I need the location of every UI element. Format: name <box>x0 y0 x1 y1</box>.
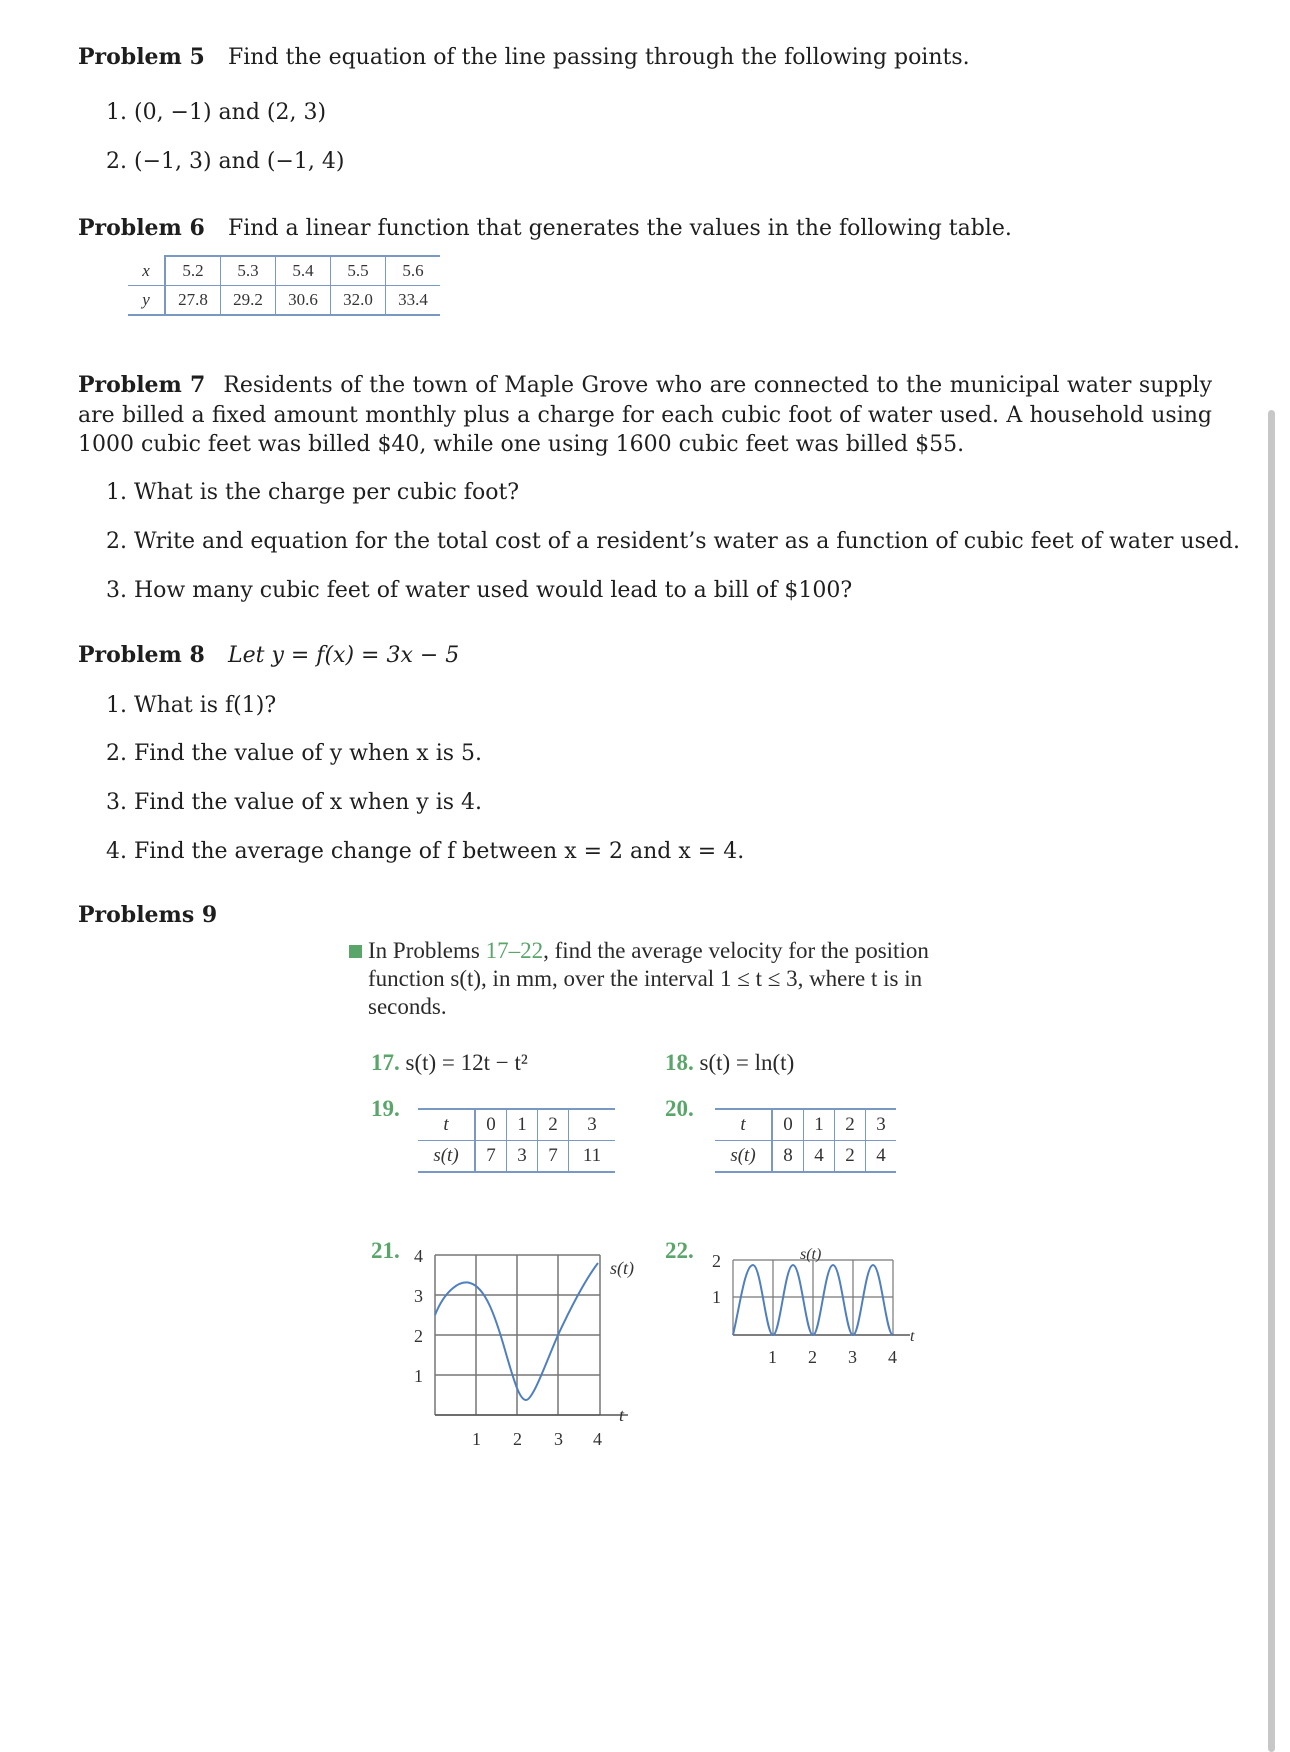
table-t-cell: 0 <box>772 1109 804 1141</box>
x-tick: 4 <box>888 1347 897 1367</box>
problem-5-title: Problem 5 <box>78 44 205 70</box>
problem-7-paragraph <box>78 371 1212 460</box>
bullet-square-icon <box>349 945 362 958</box>
problem-18 <box>665 1050 794 1076</box>
problem-7-item-1: 1. What is the charge per cubic foot? <box>106 480 520 505</box>
table-t-cell: 2 <box>835 1109 866 1141</box>
y-tick: 2 <box>712 1251 721 1271</box>
table-t-cell: 3 <box>569 1109 616 1141</box>
problem-19-table <box>418 1108 615 1173</box>
y-tick: 1 <box>712 1287 721 1307</box>
table-s-cell: 7 <box>475 1141 507 1173</box>
table-t-cell: 2 <box>538 1109 569 1141</box>
x-tick: 1 <box>472 1429 481 1449</box>
y-tick: 1 <box>414 1366 423 1386</box>
table-t-label: t <box>715 1109 772 1141</box>
problem-5-item-2: 2. (−1, 3) and (−1, 4) <box>106 149 345 174</box>
problem-18-number: 18. <box>665 1050 694 1075</box>
problem-8-text: Let y = f(x) = 3x − 5 <box>228 643 460 668</box>
table-t-label: t <box>418 1109 475 1141</box>
table-s-cell: 11 <box>569 1141 616 1173</box>
problem-22-graph <box>700 1235 930 1385</box>
problem-22-number: 22. <box>665 1238 694 1263</box>
problem-17-number: 17. <box>371 1050 400 1075</box>
table-y-cell: 27.8 <box>165 286 221 316</box>
curve-label: s(t) <box>610 1258 634 1278</box>
problem-8-title: Problem 8 <box>78 642 205 668</box>
intro-range: 17–22 <box>485 938 544 963</box>
intro-text-a: In Problems <box>368 938 486 963</box>
problem-7-text: Residents of the town of Maple Grove who are connected to the municipal water supply are billed a fixed amount monthly plus a charge for each cubic foot of water used. A household using 1000 cubic feet was billed $40, while one using 1600 cubic feet was billed $55. <box>78 373 1212 457</box>
table-y-cell: 30.6 <box>276 286 331 316</box>
problem-8-item-1: 1. What is f(1)? <box>106 693 277 718</box>
x-tick: 2 <box>808 1347 817 1367</box>
intro-text-b: , find the average velocity for the position function s(t), in mm, over the interval 1 ≤ t ≤ 3, where t is in seconds. <box>368 938 929 1019</box>
problem-19-number: 19. <box>371 1096 400 1121</box>
table-s-label: s(t) <box>418 1141 475 1173</box>
problem-21-number: 21. <box>371 1238 400 1263</box>
table-y-cell: 29.2 <box>221 286 276 316</box>
problem-21-graph <box>400 1235 650 1455</box>
problem-6-text: Find a linear function that generates the values in the following table. <box>228 216 1012 241</box>
problem-9-title: Problems 9 <box>78 902 218 928</box>
problem-6-table <box>128 255 440 316</box>
table-s-cell: 4 <box>804 1141 835 1173</box>
table-t-cell: 1 <box>804 1109 835 1141</box>
axis-label: t <box>619 1405 625 1425</box>
table-s-cell: 3 <box>507 1141 538 1173</box>
x-tick: 2 <box>513 1429 522 1449</box>
problem-8-item-2: 2. Find the value of y when x is 5. <box>106 741 483 766</box>
problem-17 <box>371 1050 528 1076</box>
table-s-cell: 8 <box>772 1141 804 1173</box>
problem-8-heading <box>78 642 459 669</box>
table-x-cell: 5.5 <box>331 256 386 286</box>
problem-6-title: Problem 6 <box>78 215 205 241</box>
vertical-scrollbar[interactable] <box>1268 410 1275 1752</box>
problem-20-number: 20. <box>665 1096 694 1121</box>
axis-label: t <box>910 1328 915 1345</box>
curve-label: s(t) <box>800 1246 822 1263</box>
table-s-cell: 4 <box>866 1141 897 1173</box>
table-x-cell: 5.2 <box>165 256 221 286</box>
y-tick: 4 <box>414 1246 423 1266</box>
problem-17-expression: s(t) = 12t − t² <box>405 1050 528 1075</box>
problem-7-item-2: 2. Write and equation for the total cost of a resident’s water as a function of cubic feet of water used. <box>106 529 1240 554</box>
table-y-label: y <box>128 286 165 316</box>
table-x-cell: 5.3 <box>221 256 276 286</box>
problem-20-table <box>715 1108 896 1173</box>
x-tick: 3 <box>554 1429 563 1449</box>
y-tick: 3 <box>414 1286 423 1306</box>
problem-18-expression: s(t) = ln(t) <box>699 1050 795 1075</box>
problem-9-intro <box>368 937 948 1021</box>
x-tick: 1 <box>768 1347 777 1367</box>
y-tick: 2 <box>414 1326 423 1346</box>
table-y-cell: 33.4 <box>386 286 441 316</box>
table-x-cell: 5.6 <box>386 256 441 286</box>
table-s-cell: 2 <box>835 1141 866 1173</box>
problem-6-heading <box>78 215 1012 242</box>
problem-8-item-4: 4. Find the average change of f between x = 2 and x = 4. <box>106 839 745 864</box>
table-x-cell: 5.4 <box>276 256 331 286</box>
table-y-cell: 32.0 <box>331 286 386 316</box>
problem-5-text: Find the equation of the line passing through the following points. <box>228 45 970 70</box>
table-t-cell: 0 <box>475 1109 507 1141</box>
problem-7-item-3: 3. How many cubic feet of water used would lead to a bill of $100? <box>106 578 853 603</box>
table-t-cell: 1 <box>507 1109 538 1141</box>
problem-8-item-3: 3. Find the value of x when y is 4. <box>106 790 483 815</box>
x-tick: 3 <box>848 1347 857 1367</box>
table-s-cell: 7 <box>538 1141 569 1173</box>
problem-5-item-1: 1. (0, −1) and (2, 3) <box>106 100 327 125</box>
problem-5-heading <box>78 44 970 71</box>
table-s-label: s(t) <box>715 1141 772 1173</box>
x-tick: 4 <box>593 1429 602 1449</box>
table-t-cell: 3 <box>866 1109 897 1141</box>
problem-7-title: Problem 7 <box>78 372 206 398</box>
table-x-label: x <box>128 256 165 286</box>
